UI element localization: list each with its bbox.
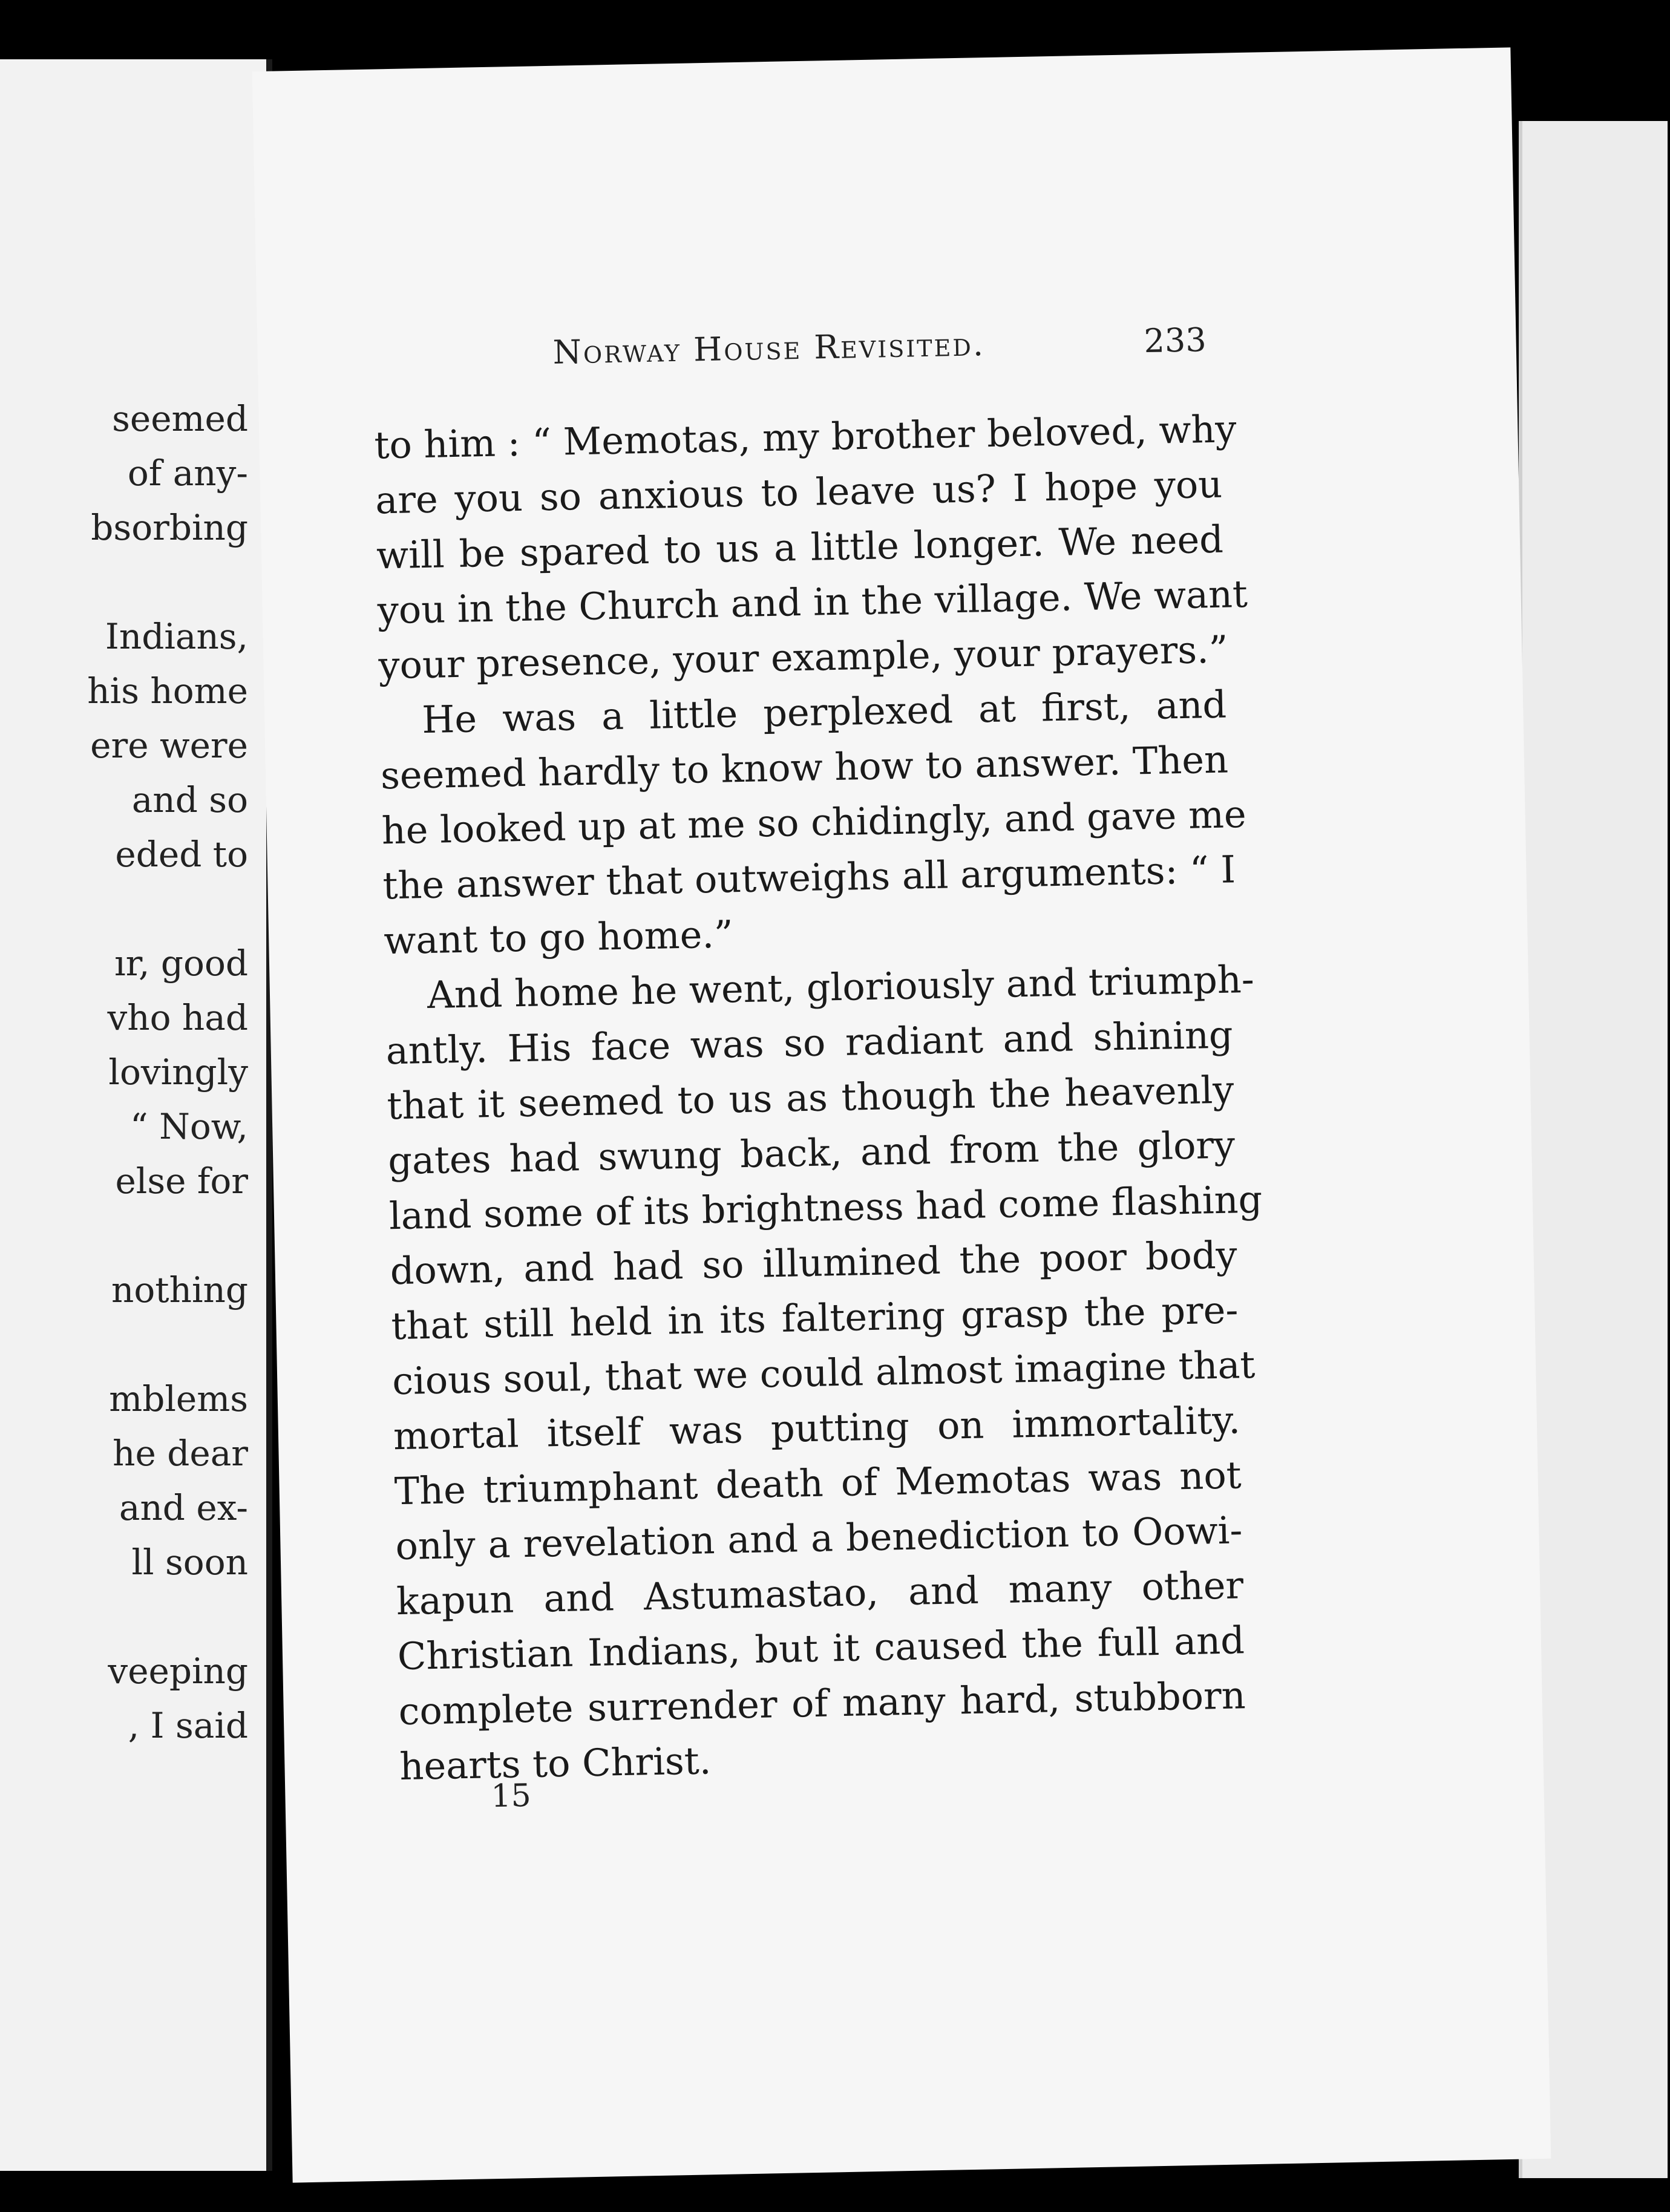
text-line: The triumphant death of Memotas was not — [394, 1453, 1242, 1514]
text-line: that it seemed to us as though the heavenly — [386, 1067, 1234, 1128]
facing-page-line: ll soon — [131, 1542, 248, 1583]
text-line: kapun and Astumastao, and many other — [396, 1563, 1244, 1624]
page-number: 233 — [1143, 321, 1207, 361]
text-line: he looked up at me so chidingly, and gave me — [381, 791, 1247, 853]
text-line: want to go home.” — [383, 912, 734, 963]
text-line: complete surrender of many hard, stubborn — [398, 1673, 1246, 1734]
facing-page-line: and ex- — [119, 1487, 248, 1528]
text-line: your presence, your example, your prayers.” — [378, 627, 1229, 688]
text-line: you in the Church and in the village. We want — [377, 571, 1248, 633]
facing-page-line: bsorbing — [91, 507, 248, 548]
facing-page-line: nothing — [111, 1269, 248, 1311]
running-head — [257, 315, 1516, 371]
text-line: Christian Indians, but it caused the full and — [397, 1618, 1245, 1679]
text-line: And home he went, gloriously and triumph- — [427, 957, 1255, 1018]
facing-page-line: ere were — [90, 725, 248, 766]
text-line: gates had swung back, and from the glory — [387, 1122, 1236, 1183]
text-line: hearts to Christ. — [399, 1738, 712, 1789]
text-line: land some of its brightness had come flashing — [388, 1177, 1263, 1239]
facing-page-line: veeping — [108, 1651, 248, 1692]
facing-page-line: mblems — [109, 1378, 248, 1419]
facing-page-line: , I said — [128, 1705, 248, 1746]
facing-page-line: eded to — [115, 834, 248, 875]
running-title: Norway House Revisited. — [552, 325, 986, 371]
facing-page-line: Indians, — [105, 616, 248, 657]
text-line: the answer that outweighs all arguments: “ I — [382, 847, 1236, 908]
facing-page-line: of any- — [127, 453, 248, 494]
facing-page-line: his home — [87, 670, 248, 712]
facing-page — [0, 59, 272, 2171]
facing-page-line: vho had — [107, 997, 248, 1038]
text-line: antly. His face was so radiant and shining — [385, 1012, 1234, 1073]
text-line: to him : “ Memotas, my brother beloved, why — [373, 407, 1237, 468]
facing-page-line: lovingly — [108, 1052, 248, 1093]
text-line: He was a little perplexed at first, and — [421, 682, 1227, 742]
text-line: are you so anxious to leave us? I hope you — [375, 462, 1223, 523]
text-line: that still held in its faltering grasp the pre- — [390, 1288, 1239, 1349]
facing-page-line: else for — [115, 1160, 248, 1202]
facing-page-line: and so — [131, 779, 248, 820]
text-line: only a revelation and a benediction to Oowi- — [395, 1508, 1243, 1569]
text-line: seemed hardly to know how to answer. Then — [380, 737, 1229, 798]
facing-page-line: ır, good — [114, 943, 248, 984]
text-line: mortal itself was putting on immortality. — [393, 1398, 1241, 1459]
facing-page-line: he dear — [113, 1433, 248, 1474]
book-page — [252, 47, 1551, 2182]
facing-page-line: “ Now, — [130, 1106, 248, 1147]
text-line: will be spared to us a little longer. We need — [376, 517, 1224, 578]
text-line: cious soul, that we could almost imagine that — [391, 1342, 1256, 1404]
facing-page-line: seemed — [112, 398, 248, 439]
signature-mark: 15 — [490, 1777, 532, 1815]
text-line: down, and had so illumined the poor body — [390, 1232, 1238, 1294]
